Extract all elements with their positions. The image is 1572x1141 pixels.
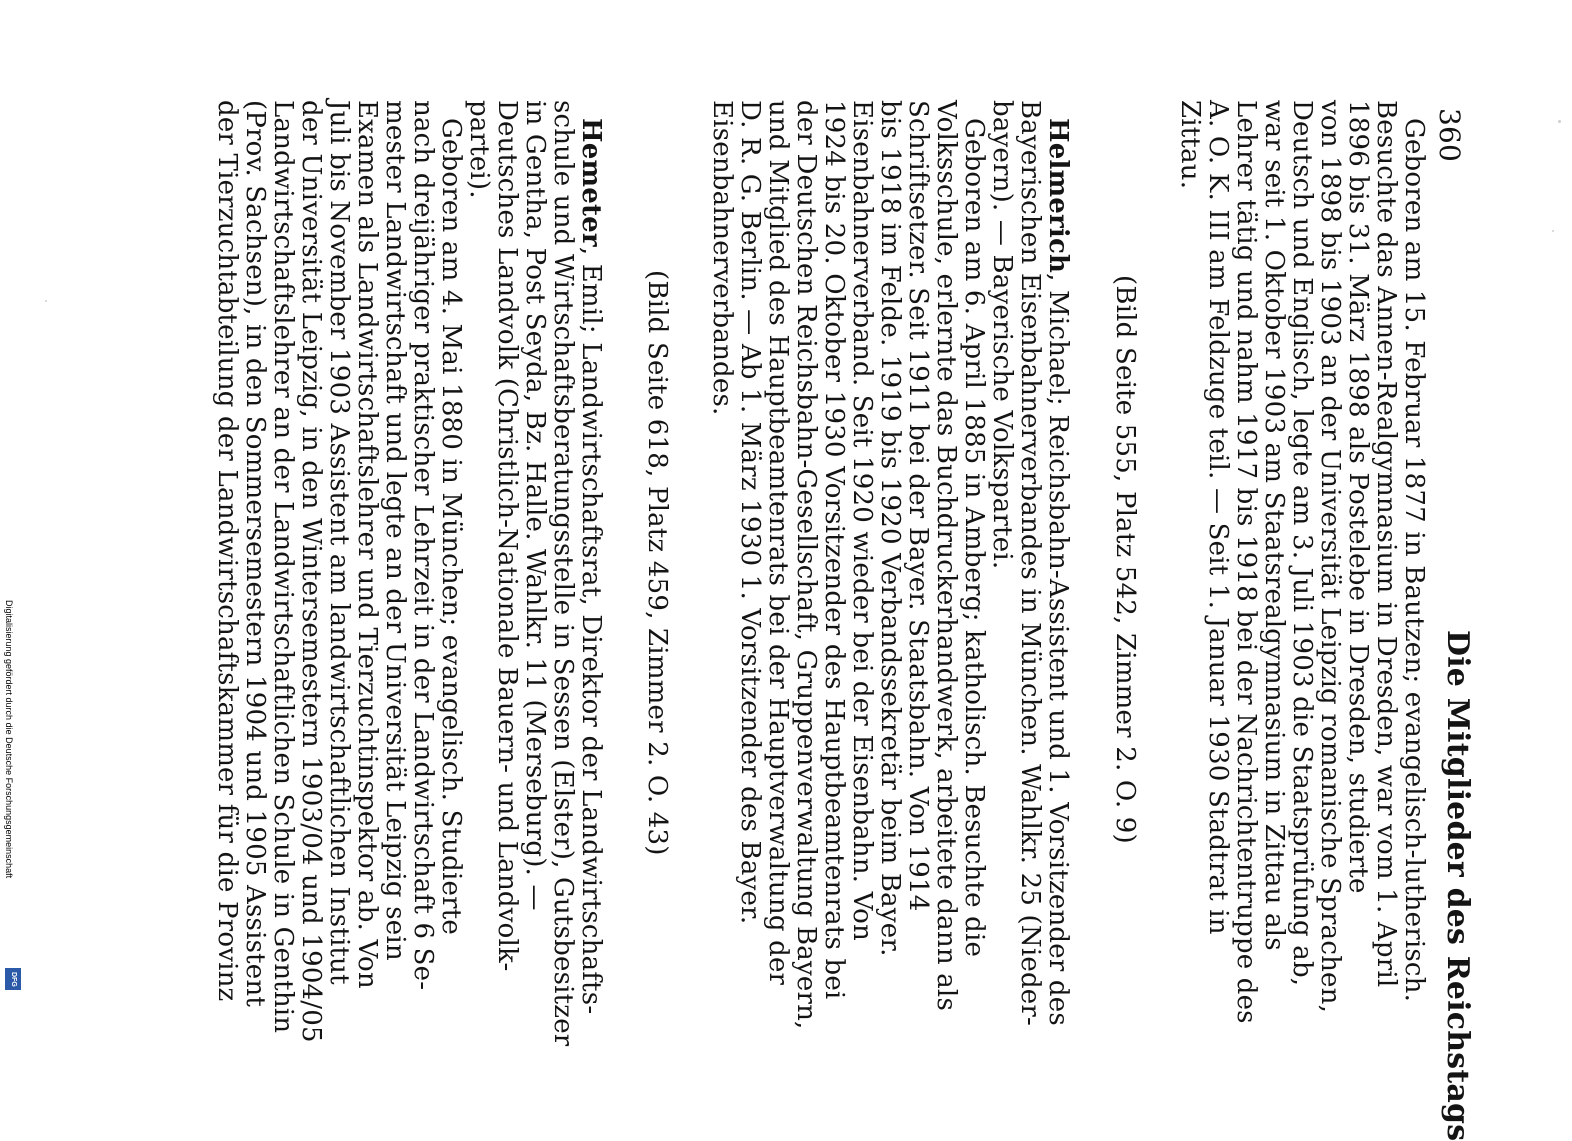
text-line: 1896 bis 31. März 1898 als Postelebe in Dresden, studierte: [1343, 100, 1373, 894]
text-line: Lehrer tätig und nahm 1917 bis 1918 bei der Nachrichtentruppe des: [1231, 100, 1261, 1024]
picture-reference: (Bild Seite 555, Platz 542, Zimmer 2. O. 9): [1110, 275, 1140, 844]
text-line: Geboren am 6. April 1885 in Amberg; katholisch. Besuchte die: [959, 118, 989, 958]
scan-speck: [45, 300, 47, 302]
dfg-logo-icon: DFG: [5, 968, 21, 990]
text-line: partei).: [464, 100, 494, 199]
text-line: der Tierzuchtabteilung der Landwirtschaftskammer für die Provinz: [212, 100, 242, 1002]
text-line: der Deutschen Reichsbahn-Gesellschaft, Gruppenverwaltung Bayern,: [791, 100, 821, 1030]
text-line: Besuchte das Annen-Realgymnasium in Dresden, war vom 1. April: [1371, 100, 1401, 988]
scan-speck: [1552, 230, 1554, 232]
text-line: (Prov. Sachsen), in den Sommersemestern 1904 und 1905 Assistent: [240, 100, 270, 1007]
entry-surname: Helmerich: [1043, 118, 1073, 274]
scan-speck: [1558, 120, 1561, 123]
page-number: 360: [1433, 108, 1466, 163]
text-line: D. R. G. Berlin. — Ab 1. März 1930 1. Vorsitzender des Bayer.: [735, 100, 765, 925]
text-line: Helmerich, Michael; Reichsbahn-Assistent und 1. Vorsitzender des: [1043, 118, 1073, 1026]
text-line: Bayerischen Eisenbahnerverbandes in München. Wahlkr. 25 (Nieder-: [1015, 100, 1045, 1026]
text-line: Volksschule, erlernte das Buchdruckerhandwerk, arbeitete dann als: [931, 100, 961, 1011]
text-line: Examen als Landwirtschaftslehrer und Tierzuchtinspektor ab. Von: [352, 100, 382, 989]
text-line: Geboren am 15. Februar 1877 in Bautzen; evangelisch-lutherisch.: [1399, 118, 1429, 1003]
page-header: Die Mitglieder des Reichstags: [1440, 630, 1475, 1141]
text-line: Geboren am 4. Mai 1880 in München; evangelisch. Studierte: [436, 118, 466, 935]
text-line: und Mitglied des Hauptbeamtenrats bei der Hauptverwaltung der: [763, 100, 793, 986]
digitization-sidebar: [2, 0, 26, 1000]
picture-reference: (Bild Seite 618, Platz 459, Zimmer 2. O. 43): [642, 270, 672, 856]
text-line: war seit 1. Oktober 1903 am Staatsrealgymnasium in Zittau als: [1259, 100, 1289, 951]
text-line: Deutsch und Englisch, legte am 3. Juli 1903 die Staatsprüfung ab,: [1287, 100, 1317, 987]
text-line: in Gentha, Post Seyda, Bz. Halle. Wahlkr. 11 (Merseburg). —: [520, 100, 550, 911]
text-line: Zittau.: [1175, 100, 1205, 190]
text-line: 1924 bis 20. Oktober 1930 Vorsitzender des Hauptbeamtenrats bei: [819, 100, 849, 1000]
text-line: Deutsches Landvolk (Christlich-Nationale Bauern- und Landvolk-: [492, 100, 522, 972]
text-line: bis 1918 im Felde. 1919 bis 1920 Verbandssekretär beim Bayer.: [875, 100, 905, 957]
text-line: mester Landwirtschaft und legte an der Universität Leipzig sein: [380, 100, 410, 961]
text-line: Juli bis November 1903 Assistent am landwirtschaftlichen Institut: [324, 100, 354, 985]
entry-surname: Hemeter: [576, 118, 606, 247]
text-line: nach dreijähriger praktischer Lehrzeit in der Landwirtschaft 6 Se-: [408, 100, 438, 991]
digitization-imprint: Digitalisierung gefördert durch die Deutsche Forschungsgemeinschaft: [4, 600, 14, 879]
text-line: Hemeter, Emil; Landwirtschaftsrat, Direktor der Landwirtschafts-: [576, 118, 606, 1015]
text-line: Landwirtschaftslehrer an der Landwirtschaftlichen Schule in Genthin: [268, 100, 298, 1034]
text-line: von 1898 bis 1903 an der Universität Leipzig romanische Sprachen,: [1315, 100, 1345, 1014]
text-line: Eisenbahnerverband. Seit 1920 wieder bei der Eisenbahn. Von: [847, 100, 877, 941]
text-line: der Universität Leipzig, in den Wintersemestern 1903/04 und 1904/05: [296, 100, 326, 1043]
text-line: A. O. K. III am Feldzuge teil. — Seit 1. Januar 1930 Stadtrat in: [1203, 100, 1233, 935]
text-line: Schriftsetzer. Seit 1911 bei der Bayer. Staatsbahn. Von 1914: [903, 100, 933, 912]
text-line: Eisenbahnerverbandes.: [707, 100, 737, 416]
text-line: bayern). — Bayerische Volkspartei.: [987, 100, 1017, 570]
text-line: schule und Wirtschaftsberatungsstelle in Sessen (Elster), Gutsbesitzer: [548, 100, 578, 1047]
